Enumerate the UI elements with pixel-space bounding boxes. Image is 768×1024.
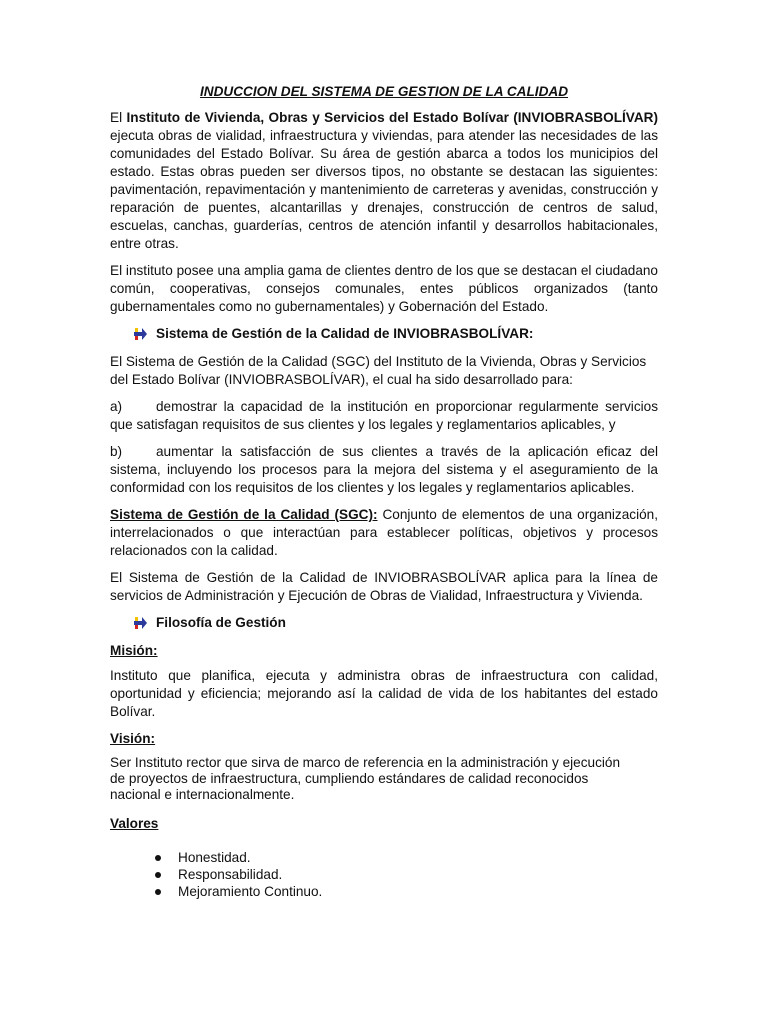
section-heading-sgc (132, 325, 658, 343)
vision-paragraph (110, 755, 658, 803)
valor-label: Responsabilidad. (178, 867, 283, 882)
section-heading-filosofia-label: Filosofía de Gestión (156, 615, 286, 630)
list-item (155, 866, 658, 883)
dot-bullet-icon (155, 855, 161, 861)
definition-term: Sistema de Gestión de la Calidad (SGC): (110, 507, 378, 522)
institute-name: Instituto de Vivienda, Obras y Servicios del Estado Bolívar (INVIOBRASBOLÍVAR) (126, 110, 658, 125)
mision-paragraph: Instituto que planifica, ejecuta y administra obras de infraestructura con calidad, oportunidad y eficiencia; mejorando así la calidad de vida de los habitantes del estado Bolívar. (110, 668, 658, 719)
list-item (155, 883, 658, 900)
scope-paragraph: El Sistema de Gestión de la Calidad de INVIOBRASBOLÍVAR aplica para la línea de servicios de Administración y Ejecución de Obras de Vialidad, Infraestructura y Vivienda. (110, 570, 658, 603)
sgc-definition (110, 506, 658, 560)
vision-heading: Visión: (110, 731, 156, 746)
clients-paragraph: El instituto posee una amplia gama de clientes dentro de los que se destacan el ciudadano común, cooperativas, consejos comunales, entes públicos organizados (tanto gubernamentales como no gubernamentales) y Gobernación del Estado. (110, 263, 658, 314)
dot-bullet-icon (155, 889, 161, 895)
arrow-bullet-icon (132, 616, 148, 630)
vision-line-1: Ser Instituto rector que sirva de marco de referencia en la administración y ejecución (110, 755, 621, 770)
document-body (110, 84, 658, 900)
intro-text: ejecuta obras de vialidad, infraestructura y viviendas, para atender las necesidades de las comunidades del Estado Bolívar. Su área de gestión abarca a todos los municipios del estado. Estas obras pueden ser diversos tipos, no obstante se destacan las siguientes: pavimentación, repavimentación y mantenimiento de carreteras y avenidas, construcción y reparación de puentes, alcantarillas y drenajes, construcción de centros de salud, escuelas, canchas, guarderías, centros de atención infantil y desarrollos habitacionales, entre otras. (110, 128, 658, 251)
list-item (155, 849, 658, 866)
valor-label: Honestidad. (178, 850, 251, 865)
dot-bullet-icon (155, 872, 161, 878)
vision-line-2: de proyectos de infraestructura, cumpliendo estándares de calidad reconocidos (110, 771, 589, 786)
list-item-a-text (110, 398, 658, 434)
definition-text: Conjunto de elementos de una organización, interrelacionados o que interactúan para establecer políticas, objetivos y procesos relacionados con la calidad. (110, 507, 658, 558)
item-b-label: b) (110, 444, 123, 459)
section-heading-sgc-label: Sistema de Gestión de la Calidad de INVIOBRASBOLÍVAR: (156, 326, 534, 341)
mision-heading: Misión: (110, 643, 158, 658)
sgc-paragraph: El Sistema de Gestión de la Calidad (SGC) del Instituto de la Vivienda, Obras y Servicios del Estado Bolívar (INVIOBRASBOLÍVAR), el cual ha sido desarrollado para: (110, 354, 647, 387)
item-b-text: aumentar la satisfacción de sus clientes a través de la aplicación eficaz del sistema, incluyendo los procesos para la mejora del sistema y el aseguramiento de la conformidad con los requisitos de los clientes y los legales y reglamentarios aplicables. (110, 444, 658, 495)
item-a-label: a) (110, 399, 123, 414)
valor-label: Mejoramiento Continuo. (178, 884, 323, 899)
item-a-text: demostrar la capacidad de la institución en proporcionar regularmente servicios que satisfagan requisitos de sus clientes y los legales y reglamentarios aplicables, y (110, 399, 658, 432)
section-heading-filosofia (132, 614, 658, 632)
intro-paragraph (110, 109, 658, 253)
arrow-bullet-icon (132, 327, 148, 341)
document-title: INDUCCION DEL SISTEMA DE GESTION DE LA CALIDAD (199, 84, 569, 99)
vision-line-3: nacional e internacionalmente. (110, 787, 295, 802)
list-item-b-text (110, 443, 658, 497)
valores-heading: Valores (110, 816, 159, 831)
intro-prefix: El (110, 110, 127, 125)
valores-list (110, 849, 658, 900)
